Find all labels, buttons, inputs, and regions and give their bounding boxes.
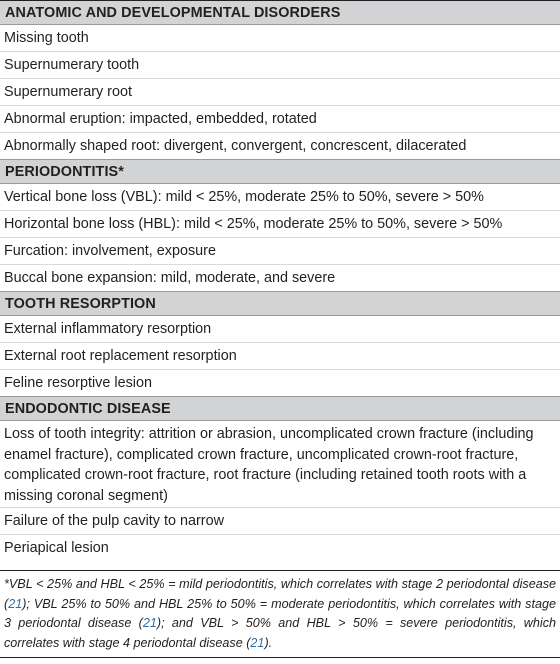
- table-row: Furcation: involvement, exposure: [0, 238, 560, 265]
- footnote-text: ); VBL 25% to 50% and HBL 25% to 50% = moderate periodontitis, which correlates with stage 3 periodontal disease (: [4, 596, 556, 631]
- table-row: Buccal bone expansion: mild, moderate, and severe: [4, 270, 336, 286]
- table-row: Abnormally shaped root: divergent, convergent, concrescent, dilacerated: [4, 138, 467, 154]
- section-header-periodontitis: PERIODONTITIS*: [0, 159, 560, 184]
- table-row: Supernumerary tooth: [0, 52, 560, 79]
- table-footnote: [0, 570, 560, 658]
- section-header-endodontic: ENDODONTIC DISEASE: [0, 396, 560, 421]
- footnote-text: ); and VBL > 50% and HBL > 50% = severe periodontitis, which correlates with stage 4 periodontal disease (: [4, 616, 557, 650]
- footnote-text: ).: [264, 635, 273, 650]
- section-header-anatomic: ANATOMIC AND DEVELOPMENTAL DISORDERS: [0, 1, 560, 25]
- table-row: Supernumerary root: [0, 79, 560, 106]
- table-row: Loss of tooth integrity: attrition or abrasion, uncomplicated crown fracture (including enamel fracture), complicated crown fracture, uncomplicated crown-root fracture, complicated crown-root fracture, root fracture (including retained tooth roots with a missing coronal segment): [0, 421, 560, 508]
- reference-link[interactable]: 21: [250, 635, 265, 650]
- table-row: External inflammatory resorption: [0, 316, 560, 343]
- table-row: Vertical bone loss (VBL): mild < 25%, moderate 25% to 50%, severe > 50%: [0, 184, 560, 211]
- reference-link[interactable]: 21: [8, 596, 23, 611]
- section-header-tooth-resorption: TOOTH RESORPTION: [0, 291, 560, 316]
- footnote-text: *VBL < 25% and HBL < 25% = mild periodontitis, which correlates with stage 2 periodontal disease (: [4, 577, 556, 611]
- table-row: Failure of the pulp cavity to narrow: [0, 508, 560, 535]
- table-row: Periapical lesion: [4, 540, 109, 557]
- table-row: Abnormal eruption: impacted, embedded, rotated: [0, 106, 560, 133]
- table-row: Feline resorptive lesion: [4, 375, 152, 391]
- table-row: External root replacement resorption: [0, 343, 560, 370]
- reference-link[interactable]: 21: [142, 616, 157, 631]
- table-row: Horizontal bone loss (HBL): mild < 25%, moderate 25% to 50%, severe > 50%: [0, 211, 560, 238]
- table-row: Missing tooth: [0, 25, 560, 52]
